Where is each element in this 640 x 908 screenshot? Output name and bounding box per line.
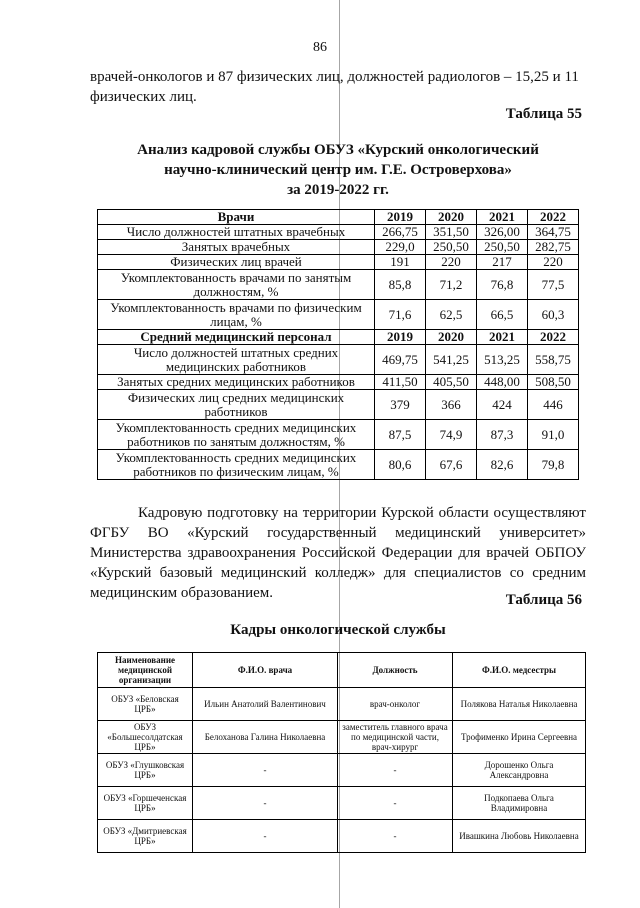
cell-organization: ОБУЗ «Дмитриевская ЦРБ»	[98, 820, 193, 853]
cell-value: 424	[477, 390, 528, 420]
column-header: Ф.И.О. медсестры	[453, 653, 586, 688]
cell-value: 82,6	[477, 450, 528, 480]
cell-value: 366	[426, 390, 477, 420]
cell-doctor: Ильин Анатолий Валентинович	[193, 688, 338, 721]
table-row	[98, 688, 586, 721]
year-header: 2019	[375, 330, 426, 345]
intro-paragraph: врачей-онкологов и 87 физических лиц, должностей радиологов – 15,25 и 11 физических лиц.	[90, 69, 579, 105]
cell-value: 79,8	[528, 450, 579, 480]
row-label: Занятых врачебных	[98, 240, 375, 255]
year-header: 2019	[375, 210, 426, 225]
cell-value: 513,25	[477, 345, 528, 375]
cell-value: 326,00	[477, 225, 528, 240]
cell-nurse: Трофименко Ирина Сергеевна	[453, 721, 586, 754]
staffing-analysis-table	[97, 209, 579, 480]
table-header-row	[98, 653, 586, 688]
cell-doctor: -	[193, 820, 338, 853]
table-row	[98, 390, 579, 420]
cell-value: 76,8	[477, 270, 528, 300]
training-paragraph: Кадровую подготовку на территории Курской области осуществляют ФГБУ ВО «Курский государственный медицинский университет» Министерства здравоохранения Российской Федерации для врачей ОБПОУ «Курский базовый медицинский колледж» для специалистов со средним медицинским образованием.	[90, 505, 586, 601]
cell-value: 60,3	[528, 300, 579, 330]
year-header: 2021	[477, 210, 528, 225]
table-row	[98, 420, 579, 450]
table-row	[98, 270, 579, 300]
cell-value: 87,3	[477, 420, 528, 450]
cell-value: 87,5	[375, 420, 426, 450]
table-row	[98, 375, 579, 390]
table-row	[98, 240, 579, 255]
cell-value: 67,6	[426, 450, 477, 480]
doctors-section-header: Врачи	[98, 210, 375, 225]
row-label: Число должностей штатных врачебных	[98, 225, 375, 240]
row-label: Занятых средних медицинских работников	[98, 375, 375, 390]
cell-value: 71,2	[426, 270, 477, 300]
cell-value: 250,50	[426, 240, 477, 255]
table56-title: Кадры онкологической службы	[230, 622, 446, 638]
table55-title-line2: научно-клинический центр им. Г.Е. Островерхова»	[164, 162, 512, 178]
row-label: Физических лиц средних медицинских работников	[98, 390, 375, 420]
year-header: 2021	[477, 330, 528, 345]
cell-value: 351,50	[426, 225, 477, 240]
table-row	[98, 820, 586, 853]
cell-organization: ОБУЗ «Горшеченская ЦРБ»	[98, 787, 193, 820]
year-header: 2022	[528, 210, 579, 225]
row-label: Физических лиц врачей	[98, 255, 375, 270]
table55-title-line1: Анализ кадровой службы ОБУЗ «Курский онкологический	[137, 142, 539, 158]
row-label: Число должностей штатных средних медицинских работников	[98, 345, 375, 375]
table-row	[98, 225, 579, 240]
cell-nurse: Подкопаева Ольга Владимировна	[453, 787, 586, 820]
cell-organization: ОБУЗ «Беловская ЦРБ»	[98, 688, 193, 721]
cell-doctor: Белоханова Галина Николаевна	[193, 721, 338, 754]
table55-label: Таблица 55	[505, 106, 582, 122]
row-label: Укомплектованность врачами по физическим лицам, %	[98, 300, 375, 330]
cell-value: 85,8	[375, 270, 426, 300]
cell-value: 77,5	[528, 270, 579, 300]
cell-value: 508,50	[528, 375, 579, 390]
cell-position: -	[338, 820, 453, 853]
cell-value: 229,0	[375, 240, 426, 255]
table-row	[98, 721, 586, 754]
cell-value: 446	[528, 390, 579, 420]
cell-value: 220	[528, 255, 579, 270]
table55-title-line3: за 2019-2022 гг.	[287, 182, 389, 198]
table-header-row	[98, 330, 579, 345]
cell-value: 66,5	[477, 300, 528, 330]
cell-value: 282,75	[528, 240, 579, 255]
cell-value: 558,75	[528, 345, 579, 375]
cell-position: заместитель главного врача по медицинской части, врач-хирург	[338, 721, 453, 754]
cell-value: 364,75	[528, 225, 579, 240]
cell-value: 91,0	[528, 420, 579, 450]
table-row	[98, 754, 586, 787]
cell-organization: ОБУЗ «Большесолдатская ЦРБ»	[98, 721, 193, 754]
nurses-section-header: Средний медицинский персонал	[98, 330, 375, 345]
table-row	[98, 787, 586, 820]
cell-value: 217	[477, 255, 528, 270]
table55-title	[90, 140, 586, 200]
column-header: Должность	[338, 653, 453, 688]
cell-position: -	[338, 754, 453, 787]
row-label: Укомплектованность средних медицинских работников по физическим лицам, %	[98, 450, 375, 480]
year-header: 2020	[426, 330, 477, 345]
cell-value: 250,50	[477, 240, 528, 255]
cell-nurse: Полякова Наталья Николаевна	[453, 688, 586, 721]
year-header: 2020	[426, 210, 477, 225]
cell-value: 220	[426, 255, 477, 270]
column-header: Наименование медицинской организации	[98, 653, 193, 688]
cell-organization: ОБУЗ «Глушковская ЦРБ»	[98, 754, 193, 787]
cell-nurse: Дорошенко Ольга Александровна	[453, 754, 586, 787]
cell-value: 80,6	[375, 450, 426, 480]
cell-doctor: -	[193, 754, 338, 787]
table56-label: Таблица 56	[505, 592, 582, 608]
cell-value: 62,5	[426, 300, 477, 330]
page-number: 86	[313, 40, 327, 55]
table-row	[98, 450, 579, 480]
row-label: Укомплектованность врачами по занятым должностям, %	[98, 270, 375, 300]
column-header: Ф.И.О. врача	[193, 653, 338, 688]
cell-value: 71,6	[375, 300, 426, 330]
table-header-row	[98, 210, 579, 225]
table-row	[98, 300, 579, 330]
table-row	[98, 345, 579, 375]
row-label: Укомплектованность средних медицинских работников по занятым должностям, %	[98, 420, 375, 450]
cell-doctor: -	[193, 787, 338, 820]
cell-position: -	[338, 787, 453, 820]
cell-value: 448,00	[477, 375, 528, 390]
cell-value: 405,50	[426, 375, 477, 390]
table-row	[98, 255, 579, 270]
cell-value: 266,75	[375, 225, 426, 240]
cell-value: 469,75	[375, 345, 426, 375]
cell-value: 74,9	[426, 420, 477, 450]
cell-value: 411,50	[375, 375, 426, 390]
year-header: 2022	[528, 330, 579, 345]
cell-position: врач-онколог	[338, 688, 453, 721]
cell-value: 191	[375, 255, 426, 270]
oncology-staff-table	[97, 652, 586, 853]
cell-value: 541,25	[426, 345, 477, 375]
cell-nurse: Ивашкина Любовь Николаевна	[453, 820, 586, 853]
cell-value: 379	[375, 390, 426, 420]
